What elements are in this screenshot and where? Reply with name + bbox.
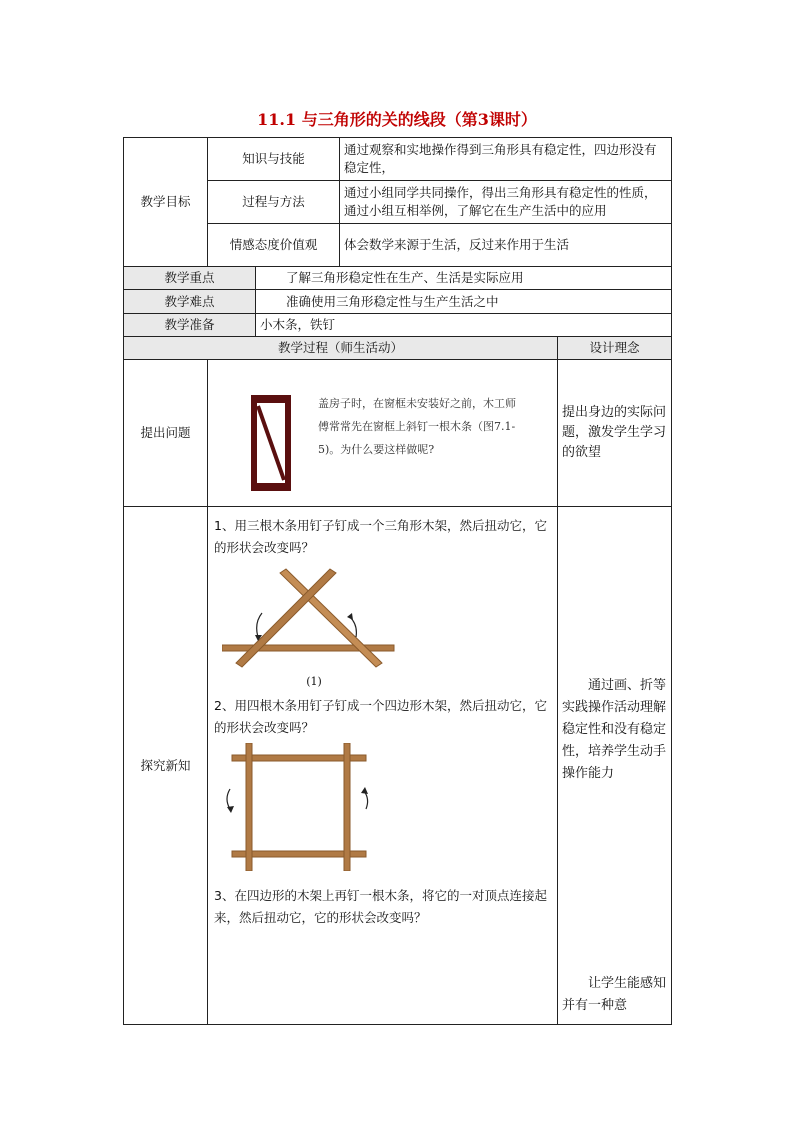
window-frame-figure <box>248 392 294 494</box>
preparation-label: 教学准备 <box>124 314 256 337</box>
key-point-content: 了解三角形稳定性在生产、生活是实际应用 <box>256 267 672 290</box>
pose-question-idea: 提出身边的实际问题，激发学生学习的欲望 <box>558 360 672 507</box>
question-3: 3、在四边形的木架上再钉一根木条，将它的一对顶点连接起来，然后扭动它，它的形状会改变吗？ <box>214 888 547 925</box>
window-question-text: 盖房子时，在窗框未安装好之前，木工师傅常常先在窗框上斜钉一根木条（图7.1-5)。为什么要这样做呢? <box>318 397 516 456</box>
key-point-label: 教学重点 <box>124 267 256 290</box>
pose-question-label: 提出问题 <box>124 360 208 507</box>
goal-name-process: 过程与方法 <box>208 181 340 224</box>
goal-content-knowledge: 通过观察和实地操作得到三角形具有稳定性，四边形没有稳定性， <box>340 138 672 181</box>
question-2: 2、用四根木条用钉子钉成一个四边形木架，然后扭动它，它的形状会改变吗？ <box>214 698 547 735</box>
pose-question-content <box>208 360 558 507</box>
question-1: 1、用三根木条用钉子钉成一个三角形木架，然后扭动它，它的形状会改变吗？ <box>214 518 547 555</box>
goal-content-emotion: 体会数学来源于生活，反过来作用于生活 <box>340 224 672 267</box>
design-idea-header: 设计理念 <box>558 337 672 360</box>
goal-name-emotion: 情感态度价值观 <box>208 224 340 267</box>
explore-content <box>208 507 558 1025</box>
explore-idea <box>558 507 672 1025</box>
goal-name-knowledge: 知识与技能 <box>208 138 340 181</box>
explore-idea-1: 通过画、折等实践操作活动理解稳定性和没有稳定性，培养学生动手操作能力 <box>562 678 667 781</box>
explore-idea-2: 让学生能感知并有一种意 <box>562 976 667 1013</box>
process-header: 教学过程（师生活动） <box>124 337 558 360</box>
triangle-frame-figure <box>222 567 402 671</box>
explore-label: 探究新知 <box>124 507 208 1025</box>
preparation-content: 小木条，铁钉 <box>256 314 672 337</box>
goal-content-process: 通过小组同学共同操作，得出三角形具有稳定性的性质，通过小组互相举例，了解它在生产生活中的应用 <box>340 181 672 224</box>
goals-label: 教学目标 <box>124 138 208 267</box>
document-title: 11.1 与三角形的关的线段（第3课时） <box>257 110 537 129</box>
lesson-plan-table <box>123 137 672 1025</box>
difficulty-content: 准确使用三角形稳定性与生产生活之中 <box>256 290 672 314</box>
quadrilateral-frame-figure <box>218 743 378 871</box>
figure-1-caption: (1) <box>306 675 322 688</box>
difficulty-label: 教学难点 <box>124 290 256 314</box>
